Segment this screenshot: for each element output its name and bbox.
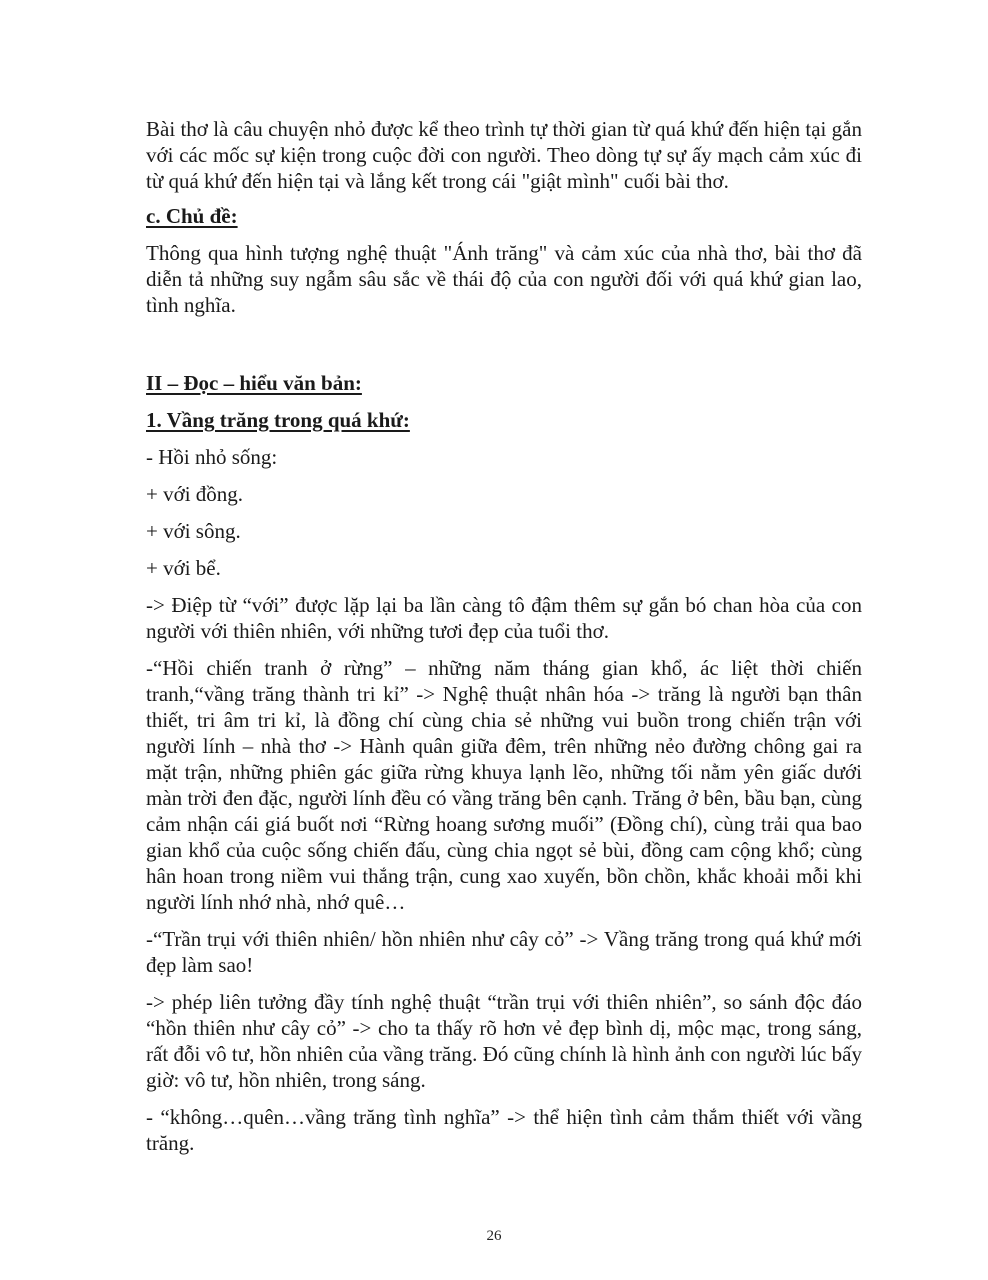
list-item: + với đồng. [146, 482, 244, 506]
paragraph-chu-de: Thông qua hình tượng nghệ thuật "Ánh trăng" và cảm xúc của nhà thơ, bài thơ đã diễn tả những suy ngẫm sâu sắc về thái độ của con người đối với quá khứ gian lao, tình nghĩa. [146, 241, 862, 317]
list-item: + với bể. [146, 556, 221, 580]
paragraph-khong-quen: - “không…quên…vầng trăng tình nghĩa” -> thể hiện tình cảm thắm thiết với vầng trăng. [146, 1105, 862, 1155]
list-item: + với sông. [146, 519, 241, 543]
heading-chu-de: c. Chủ đề: [146, 204, 238, 228]
heading-vang-trang-qua-khu: 1. Vầng trăng trong quá khứ: [146, 408, 410, 432]
list-item: - Hồi nhỏ sống: [146, 445, 278, 469]
paragraph-diep-tu: -> Điệp từ “với” được lặp lại ba lần càng tô đậm thêm sự gắn bó chan hòa của con người với thiên nhiên, với những tươi đẹp của tuổi thơ. [146, 593, 862, 643]
paragraph-lien-tuong: -> phép liên tưởng đầy tính nghệ thuật “trần trụi với thiên nhiên”, so sánh độc đáo “hồn thiên như cây cỏ” -> cho ta thấy rõ hơn vẻ đẹp bình dị, mộc mạc, trong sáng, rất đỗi vô tư, hồn nhiên của vầng trăng. Đó cũng chính là hình ảnh con người lúc bấy giờ: vô tư, hồn nhiên, trong sáng. [146, 990, 862, 1092]
paragraph-chien-tranh: -“Hồi chiến tranh ở rừng” – những năm tháng gian khổ, ác liệt thời chiến tranh,“vầng trăng thành tri kỉ” -> Nghệ thuật nhân hóa -> trăng là người bạn thân thiết, tri âm tri kỉ, là đồng chí cùng chia sẻ những vui buồn trong chiến trận với người lính – nhà thơ -> Hành quân giữa đêm, trên những nẻo đường chông gai ra mặt trận, những phiên gác giữa rừng khuya lạnh lẽo, những tối nằm yên giấc dưới màn trời đen đặc, người lính đều có vầng trăng bên cạnh. Trăng ở bên, bầu bạn, cùng cảm nhận cái giá buốt nơi “Rừng hoang sương muối” (Đồng chí), cùng trải qua bao gian khổ của cuộc sống chiến đấu, cùng chia ngọt sẻ bùi, đồng cam cộng khổ; cùng hân hoan trong niềm vui thắng trận, cung xao xuyến, bồn chồn, khắc khoải mỗi khi người lính nhớ nhà, nhớ quê… [146, 656, 862, 914]
paragraph-tran-trui: -“Trần trụi với thiên nhiên/ hồn nhiên như cây cỏ” -> Vầng trăng trong quá khứ mới đẹp làm sao! [146, 927, 862, 977]
document-page [146, 116, 862, 1156]
heading-section-ii: II – Đọc – hiểu văn bản: [146, 371, 362, 395]
paragraph-intro: Bài thơ là câu chuyện nhỏ được kể theo trình tự thời gian từ quá khứ đến hiện tại gắn với các mốc sự kiện trong cuộc đời con người. Theo dòng tự sự ấy mạch cảm xúc đi từ quá khứ đến hiện tại và lắng kết trong cái "giật mình" cuối bài thơ. [146, 117, 862, 193]
page-number: 26 [486, 1228, 502, 1244]
